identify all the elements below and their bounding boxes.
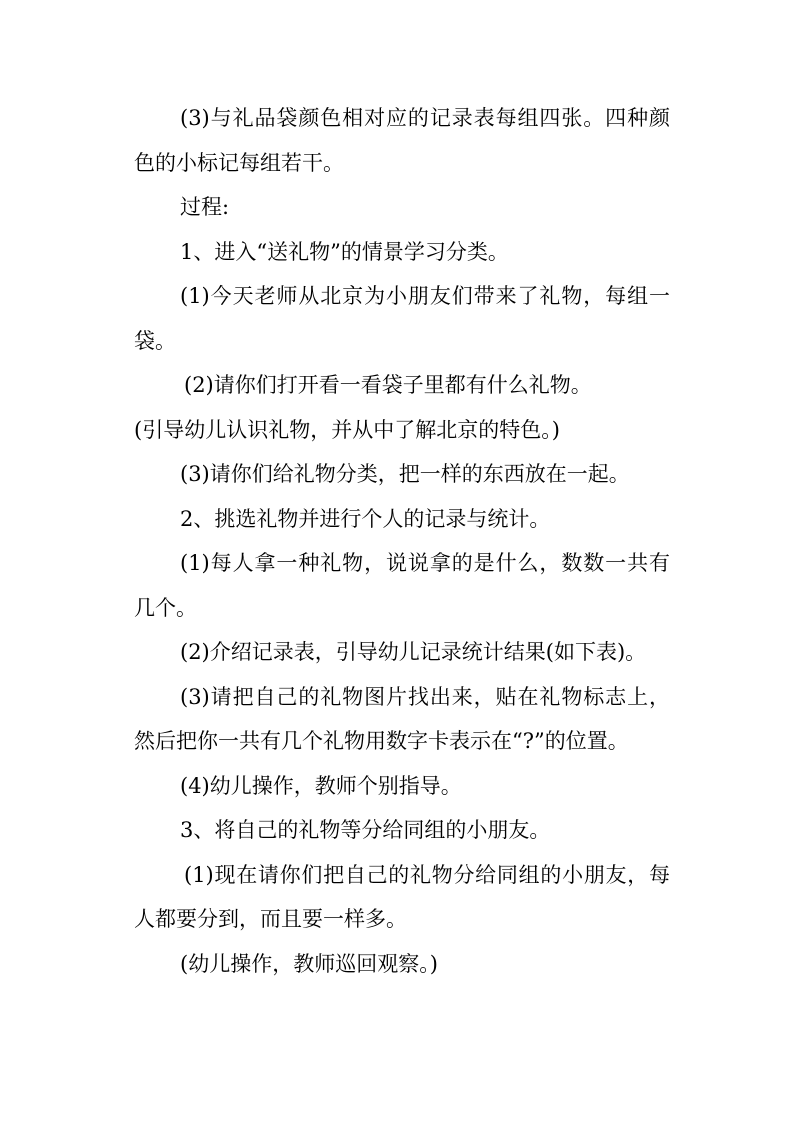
paragraph-step-3-note: (幼儿操作，教师巡回观察。)	[180, 951, 438, 976]
paragraph-step-1-3: (3)请你们给礼物分类，把一样的东西放在一起。	[180, 462, 630, 486]
paragraph-step-3: 3、将自己的礼物等分给同组的小朋友。	[180, 818, 551, 842]
paragraph-step-2-1: (1)每人拿一种礼物，说说拿的是什么，数数一共有几个。	[134, 551, 670, 620]
paragraph-step-2: 2、挑选礼物并进行个人的记录与统计。	[180, 506, 551, 531]
document-body	[134, 96, 670, 986]
paragraph-step-1-2-note: (引导幼儿认识礼物，并从中了解北京的特色。)	[134, 417, 560, 442]
paragraph-process-heading: 过程:	[180, 195, 230, 219]
paragraph-step-1: 1、进入“送礼物”的情景学习分类。	[180, 239, 509, 264]
paragraph-step-3-1: (1)现在请你们把自己的礼物分给同组的小朋友，每人都要分到，而且要一样多。	[134, 862, 670, 931]
paragraph-step-2-2: (2)介绍记录表，引导幼儿记录统计结果(如下表)。	[180, 640, 647, 664]
paragraph-step-2-4: (4)幼儿操作，教师个别指导。	[180, 773, 462, 798]
paragraph-step-1-1: (1)今天老师从北京为小朋友们带来了礼物，每组一袋。	[134, 284, 670, 353]
paragraph-step-1-2: (2)请你们打开看一看袋子里都有什么礼物。	[184, 373, 592, 397]
paragraph-step-2-3: (3)请把自己的礼物图片找出来，贴在礼物标志上，然后把你一共有几个礼物用数字卡表示在“?”的位置。	[134, 684, 670, 753]
paragraph-materials-3: (3)与礼品袋颜色相对应的记录表每组四张。四种颜色的小标记每组若干。	[134, 106, 670, 175]
